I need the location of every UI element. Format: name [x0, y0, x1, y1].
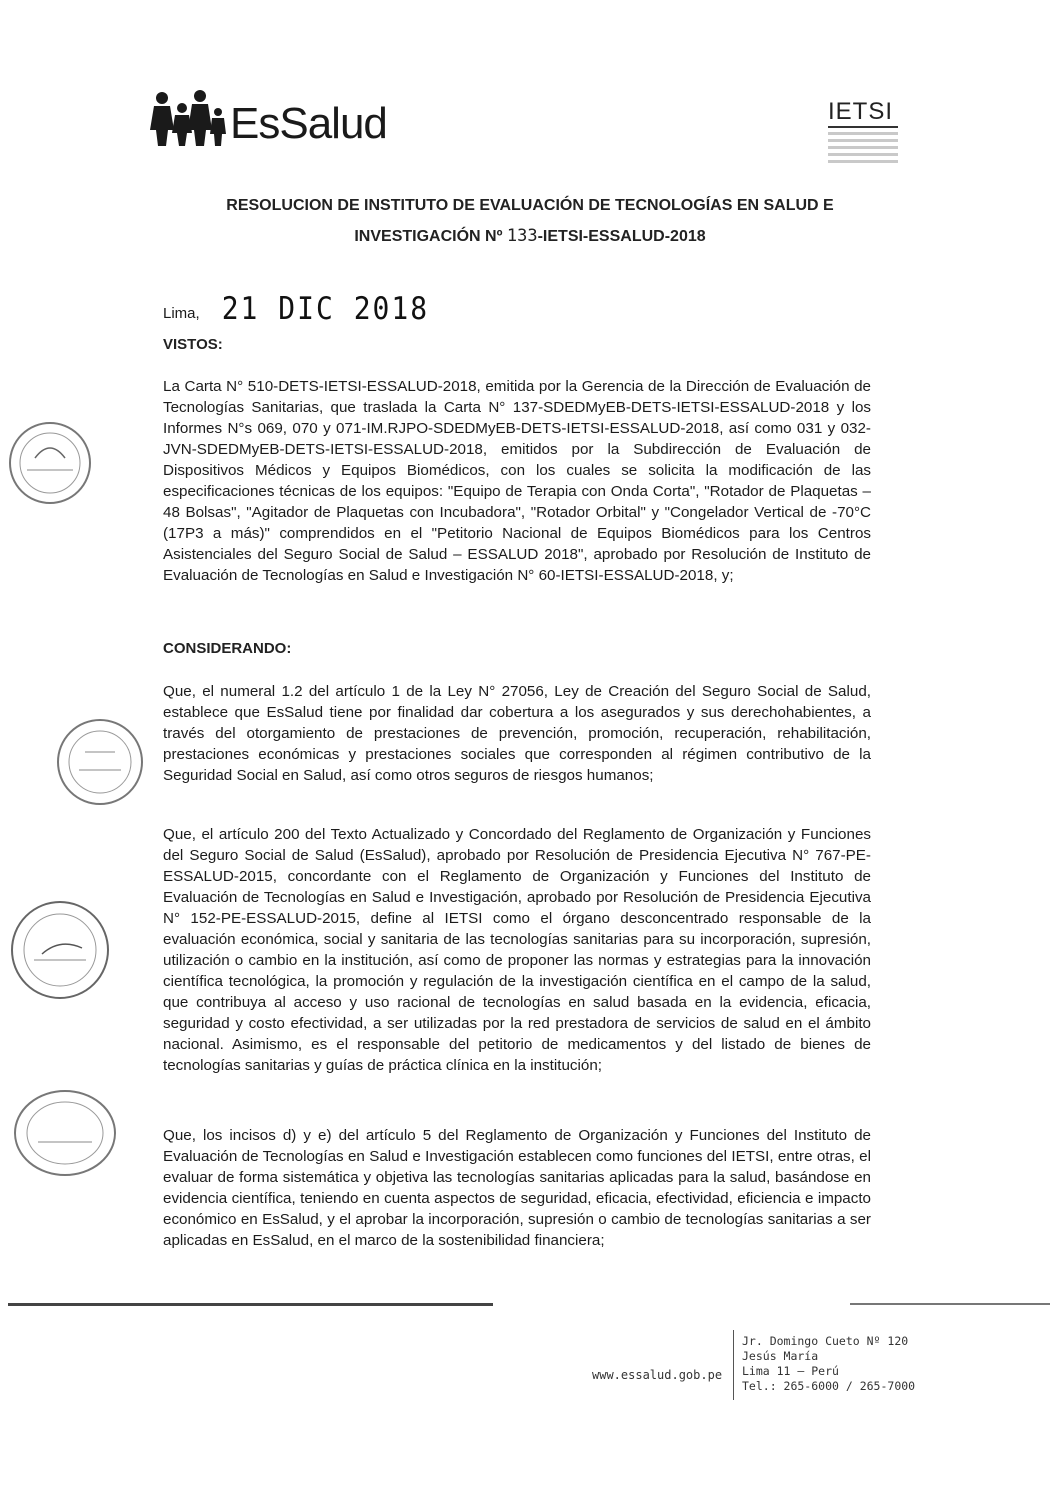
title-line-2 — [160, 221, 900, 252]
seal-stamp-icon — [10, 1086, 120, 1181]
vistos-paragraph: La Carta N° 510-DETS-IETSI-ESSALUD-2018, emitida por la Gerencia de la Dirección de Evaluación de Tecnologías Sanitarias, que traslada la Carta N° 137-SDEDMyEB-DETS-IETSI-ESSALUD-2018 y los Informes N°s 069, 070 y 071-IM.RJPO-SDEDMyEB-DETS-IETSI-ESSALUD-2018, así como 031 y 032-JVN-SDEDMyEB-DETS-IETSI-ESSALUD-2018, emitidos por la Subdirección de Evaluación de Dispositivos Médicos y Equipos Biomédicos, con los cuales se solicita la modificación de las especificaciones técnicas de los equipos: "Equipo de Terapia con Onda Corta", "Rotador de Plaquetas – 48 Bolsas", "Agitador de Plaquetas con Incubadora", "Rotador Orbital" y "Congelador Vertical de -70°C (17P3 a más)" comprendidos en el "Petitorio Nacional de Equipos Biomédicos para los Centros Asistenciales del Seguro Social de Salud – ESSALUD 2018", aprobado por Resolución de Instituto de Evaluación de Tecnologías en Salud e Investigación N° 60-IETSI-ESSALUD-2018, y; — [163, 378, 871, 584]
footer-rule-left — [8, 1303, 493, 1306]
essalud-wordmark: EsSalud — [230, 99, 387, 148]
resolution-number: 133 — [506, 226, 538, 246]
title-line-2-suffix: -IETSI-ESSALUD-2018 — [537, 228, 706, 245]
date-stamp: 21 DIC 2018 — [221, 290, 430, 327]
title-line-1: RESOLUCION DE INSTITUTO DE EVALUACIÓN DE TECNOLOGÍAS EN SALUD E — [226, 197, 834, 214]
ietsi-subtitle-lines — [828, 132, 898, 163]
approval-seal-4 — [10, 1086, 120, 1181]
approval-seal-3 — [8, 890, 113, 1010]
ietsi-wordmark: IETSI — [828, 100, 898, 128]
date-place: Lima, — [163, 305, 200, 322]
approval-seal-1 — [5, 418, 95, 508]
essalud-logo — [150, 88, 387, 148]
seal-stamp-icon — [8, 890, 113, 1010]
considerando-paragraph-2: Que, el artículo 200 del Texto Actualizado y Concordado del Reglamento de Organización y Funciones del Seguro Social de Salud (EsSalud), aprobado por Resolución de Presidencia Ejecutiva N° 767-PE-ESSALUD-2015, concordante con el Reglamento de Organización y Funciones del Instituto de Evaluación de Tecnologías en Salud e Investigación, aprobado por Resolución de Presidencia Ejecutiva N° 152-PE-ESSALUD-2015, define al IETSI como el órgano desconcentrado responsable de la evaluación económica, social y sanitaria de las tecnologías sanitarias para su incorporación, supresión, utilización o cambio en la institución, así como de proponer las normas y estrategias para la innovación científica tecnológica, la promoción y regulación de la investigación científica en el campo de la salud, que contribuya al acceso y uso racional de tecnologías en salud basada en la evidencia, eficacia, seguridad y costo efectividad, a ser utilizadas por la red prestadora de servicios de salud en el ámbito nacional. Asimismo, es el responsable del petitorio de medicamentos y del listado de bienes de tecnologías sanitarias y guías de práctica clínica en la institución; — [163, 826, 871, 1074]
footer-address-line: Tel.: 265-6000 / 265-7000 — [742, 1379, 916, 1393]
footer-address — [742, 1334, 915, 1394]
seal-stamp-icon — [55, 712, 145, 812]
date-row — [163, 292, 429, 325]
considerando-paragraph-1: Que, el numeral 1.2 del artículo 1 de la Ley N° 27056, Ley de Creación del Seguro Social de Salud, establece que EsSalud tiene por finalidad dar cobertura a los asegurados y sus derechohabientes, a través del otorgamiento de prestaciones de prevención, promoción, recuperación, rehabilitación, prestaciones económicas y prestaciones sociales que corresponden al régimen contributivo de la Seguridad Social en Salud, así como otros seguros de riesgos humanos; — [163, 683, 871, 784]
considerando-paragraph-3: Que, los incisos d) y e) del artículo 5 del Reglamento de Organización y Funciones del Instituto de Evaluación de Tecnologías en Salud e Investigación establecen como funciones del IETSI, entre otras, el evaluar de forma sistemática y objetiva las tecnologías sanitarias aplicadas para la salud, basándose en evidencia científica, teniendo en cuenta aspectos de seguridad, eficacia, efectividad, eficiencia e impacto económico en EsSalud, y el aprobar la incorporación, supresión o cambio de tecnologías sanitarias a ser aplicadas en EsSalud, en el marco de la sostenibilidad financiera; — [163, 1127, 871, 1249]
ietsi-logo — [828, 100, 898, 167]
approval-seal-2 — [55, 712, 145, 812]
footer-address-line: Jr. Domingo Cueto Nº 120 — [742, 1334, 909, 1348]
footer-address-line: Jesús María — [742, 1349, 819, 1363]
resolution-title — [160, 190, 900, 252]
seal-stamp-icon — [5, 418, 95, 508]
family-figures-icon — [150, 88, 228, 148]
footer-website: www.essalud.gob.pe — [592, 1368, 723, 1382]
vistos-heading: VISTOS: — [163, 336, 223, 353]
considerando-heading: CONSIDERANDO: — [163, 640, 292, 657]
footer-address-line: Lima 11 – Perú — [742, 1364, 839, 1378]
title-line-2-prefix: INVESTIGACIÓN Nº — [354, 228, 503, 245]
footer-separator — [733, 1330, 734, 1400]
footer-rule-right — [850, 1303, 1050, 1305]
